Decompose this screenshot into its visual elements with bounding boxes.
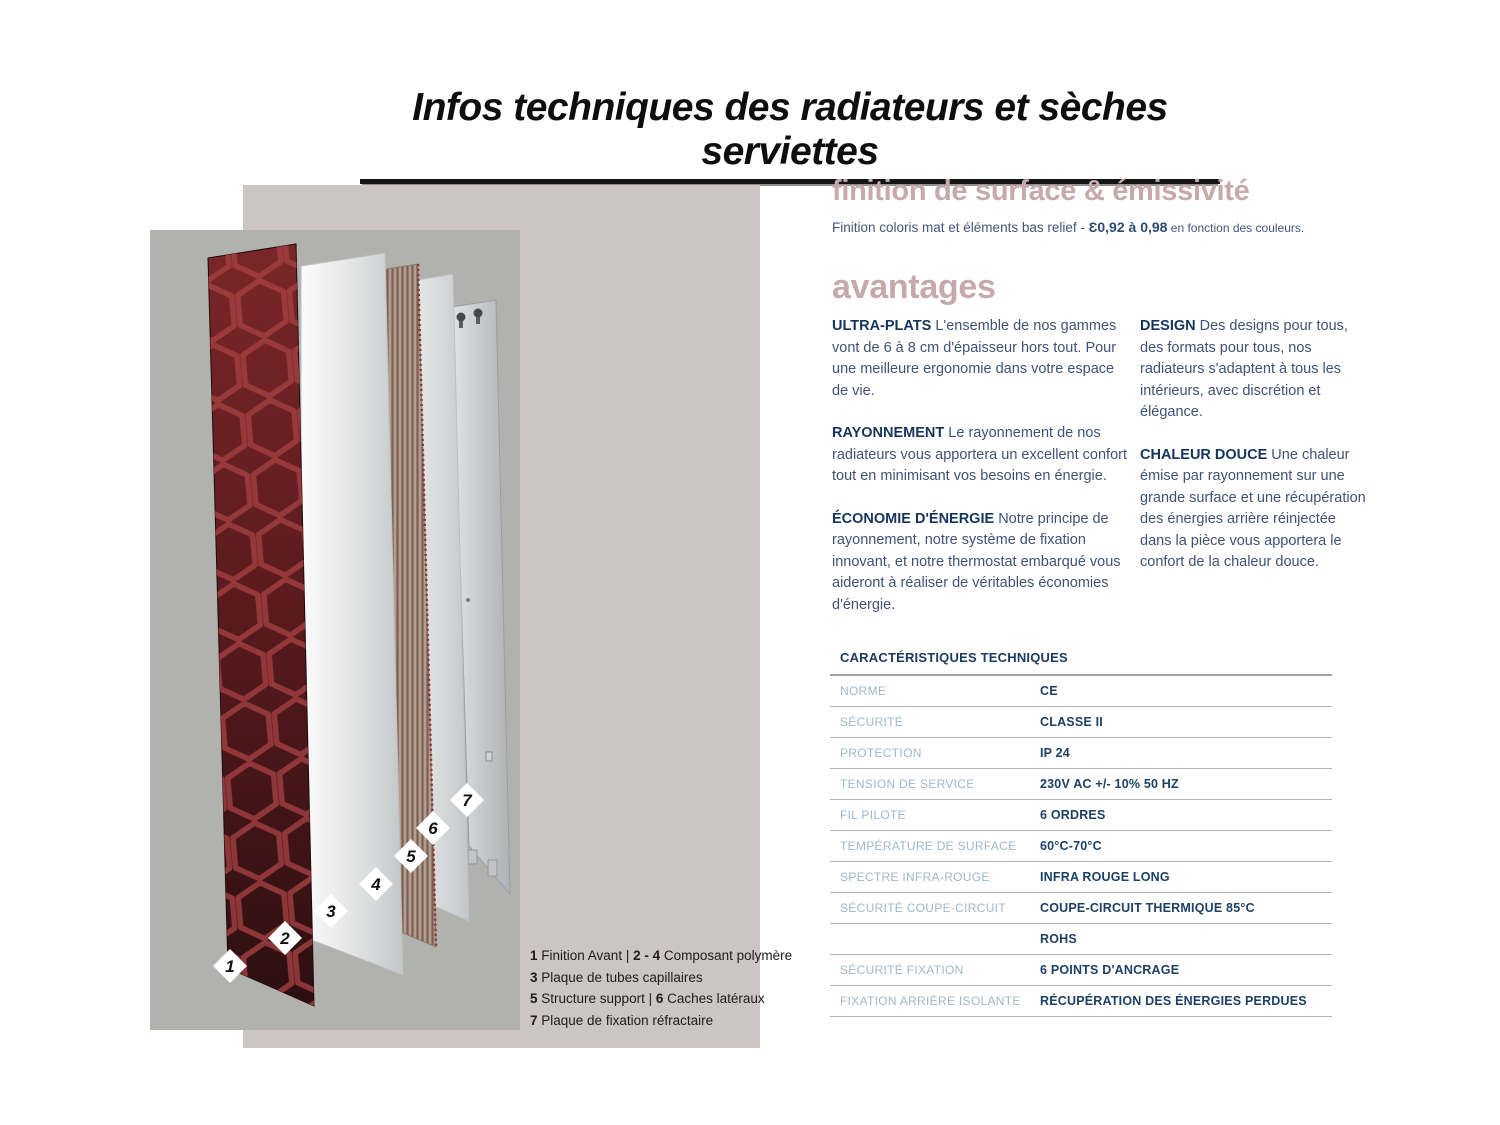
table-row bbox=[830, 893, 1332, 924]
table-row-value: COUPE-CIRCUIT THERMIQUE 85°C bbox=[1040, 901, 1255, 915]
table-row-label: SPECTRE INFRA-ROUGE bbox=[840, 870, 990, 884]
table-row-label: FIL PILOTE bbox=[840, 808, 906, 822]
advantage-text: Une chaleur émise par rayonnement sur une grande surface et une récupération des énergies arrière réinjectée dans la pièce vous apportera le confort de la chaleur douce. bbox=[1140, 446, 1366, 570]
table-row-value: RÉCUPÉRATION DES ÉNERGIES PERDUES bbox=[1040, 994, 1307, 1008]
svg-text:7: 7 bbox=[462, 791, 472, 810]
advantage-text: Notre principe de rayonnement, notre système de fixation innovant, et notre thermostat embarqué vous aideront à réaliser de véritables économies d'énergie. bbox=[832, 510, 1121, 613]
advantage-lead: RAYONNEMENT bbox=[832, 425, 945, 441]
table-row bbox=[830, 862, 1332, 893]
page-header bbox=[360, 86, 1220, 184]
legend-text: Structure support | bbox=[537, 991, 656, 1006]
legend-text: Finition Avant | bbox=[537, 948, 634, 963]
legend-number: 2 - 4 bbox=[633, 948, 661, 963]
characteristics-rows bbox=[830, 676, 1332, 1017]
svg-text:3: 3 bbox=[326, 902, 336, 921]
table-row-value: 230V AC +/- 10% 50 HZ bbox=[1040, 777, 1179, 791]
legend-number: 3 bbox=[530, 969, 538, 985]
legend-line bbox=[530, 967, 800, 989]
svg-text:2: 2 bbox=[280, 929, 290, 948]
table-row bbox=[830, 831, 1332, 862]
advantage-lead: CHALEUR DOUCE bbox=[1140, 446, 1268, 463]
table-row-value: CLASSE II bbox=[1040, 715, 1103, 729]
page-title: Infos techniques des radiateurs et sèches serviettes bbox=[360, 86, 1220, 184]
finishing-heading: finition de surface & émissivité bbox=[832, 175, 1250, 207]
table-row-label: TENSION DE SERVICE bbox=[840, 777, 975, 791]
table-row-value: ROHS bbox=[1040, 932, 1077, 946]
diagram-legend bbox=[530, 945, 800, 1031]
finishing-description-text: Finition coloris mat et éléments bas relief - bbox=[832, 220, 1089, 235]
advantages-col-right bbox=[1140, 316, 1370, 595]
table-row-value: 60°C-70°C bbox=[1040, 839, 1102, 853]
svg-text:4: 4 bbox=[371, 875, 381, 894]
finishing-description bbox=[832, 219, 1352, 235]
table-row-label: SÉCURITÉ bbox=[840, 715, 904, 729]
table-row-label: TEMPÉRATURE DE SURFACE bbox=[840, 839, 1017, 853]
svg-text:5: 5 bbox=[406, 847, 416, 866]
table-row bbox=[830, 676, 1332, 707]
characteristics-table bbox=[830, 650, 1332, 1017]
legend-text: Caches latéraux bbox=[663, 991, 765, 1006]
table-row-value: 6 POINTS D'ANCRAGE bbox=[1040, 963, 1180, 977]
table-row-label: PROTECTION bbox=[840, 746, 922, 760]
advantage-text: Des designs pour tous, des formats pour tous, nos radiateurs s'adaptent à tous les intérieurs, avec discrétion et élégance. bbox=[1140, 318, 1348, 420]
table-row bbox=[830, 738, 1332, 769]
legend-number: 7 bbox=[530, 1012, 538, 1028]
emissivity-value: Ɛ0,92 à 0,98 bbox=[1088, 219, 1168, 235]
advantage-lead: ULTRA-PLATS bbox=[832, 318, 932, 334]
legend-number: 5 bbox=[530, 991, 538, 1006]
advantage-lead: ÉCONOMIE D'ÉNERGIE bbox=[832, 510, 995, 527]
advantages-heading: avantages bbox=[832, 268, 996, 306]
radiator-exploded-diagram bbox=[150, 185, 760, 1050]
advantage-paragraph bbox=[832, 316, 1132, 402]
legend-text: Plaque de fixation réfractaire bbox=[537, 1012, 714, 1028]
legend-number: 6 bbox=[655, 991, 664, 1006]
svg-text:6: 6 bbox=[428, 819, 438, 838]
advantage-paragraph bbox=[1140, 445, 1370, 574]
table-row-label: NORME bbox=[840, 684, 887, 698]
advantage-text: L'ensemble de nos gammes vont de 6 à 8 cm d'épaisseur hors tout. Pour une meilleure ergonomie dans votre espace de vie. bbox=[832, 318, 1117, 399]
table-row-label: SÉCURITÉ FIXATION bbox=[840, 963, 964, 977]
table-row-value: INFRA ROUGE LONG bbox=[1040, 870, 1170, 884]
legend-text: Plaque de tubes capillaires bbox=[537, 969, 703, 985]
table-row-value: 6 ORDRES bbox=[1040, 808, 1106, 822]
advantage-text: Le rayonnement de nos radiateurs vous apportera un excellent confort tout en minimisant vos besoins en énergie. bbox=[832, 425, 1128, 484]
table-row bbox=[830, 769, 1332, 800]
legend-line bbox=[530, 988, 800, 1010]
advantages-col-left bbox=[832, 316, 1132, 637]
advantage-lead: DESIGN bbox=[1140, 318, 1196, 334]
layer-2-polymer-plate bbox=[301, 253, 403, 975]
characteristics-heading: CARACTÉRISTIQUES TECHNIQUES bbox=[830, 650, 1332, 676]
advantage-paragraph bbox=[832, 509, 1132, 617]
table-row-value: CE bbox=[1040, 684, 1058, 698]
table-row-label: SÉCURITÉ COUPE-CIRCUIT bbox=[840, 901, 1006, 915]
table-row-label: FIXATION ARRIÈRE ISOLANTE bbox=[840, 994, 1021, 1008]
table-row-value: IP 24 bbox=[1040, 746, 1070, 760]
legend-line bbox=[530, 1010, 800, 1032]
table-row bbox=[830, 955, 1332, 986]
table-row bbox=[830, 800, 1332, 831]
advantage-paragraph bbox=[832, 423, 1132, 488]
legend-text: Composant polymère bbox=[660, 948, 793, 963]
legend-line bbox=[530, 945, 800, 967]
table-row bbox=[830, 924, 1332, 955]
table-row bbox=[830, 707, 1332, 738]
advantage-paragraph bbox=[1140, 316, 1370, 424]
table-row bbox=[830, 986, 1332, 1017]
legend-number: 1 bbox=[530, 948, 538, 963]
finishing-description-tail: en fonction des couleurs. bbox=[1167, 221, 1305, 235]
svg-text:1: 1 bbox=[225, 957, 235, 976]
